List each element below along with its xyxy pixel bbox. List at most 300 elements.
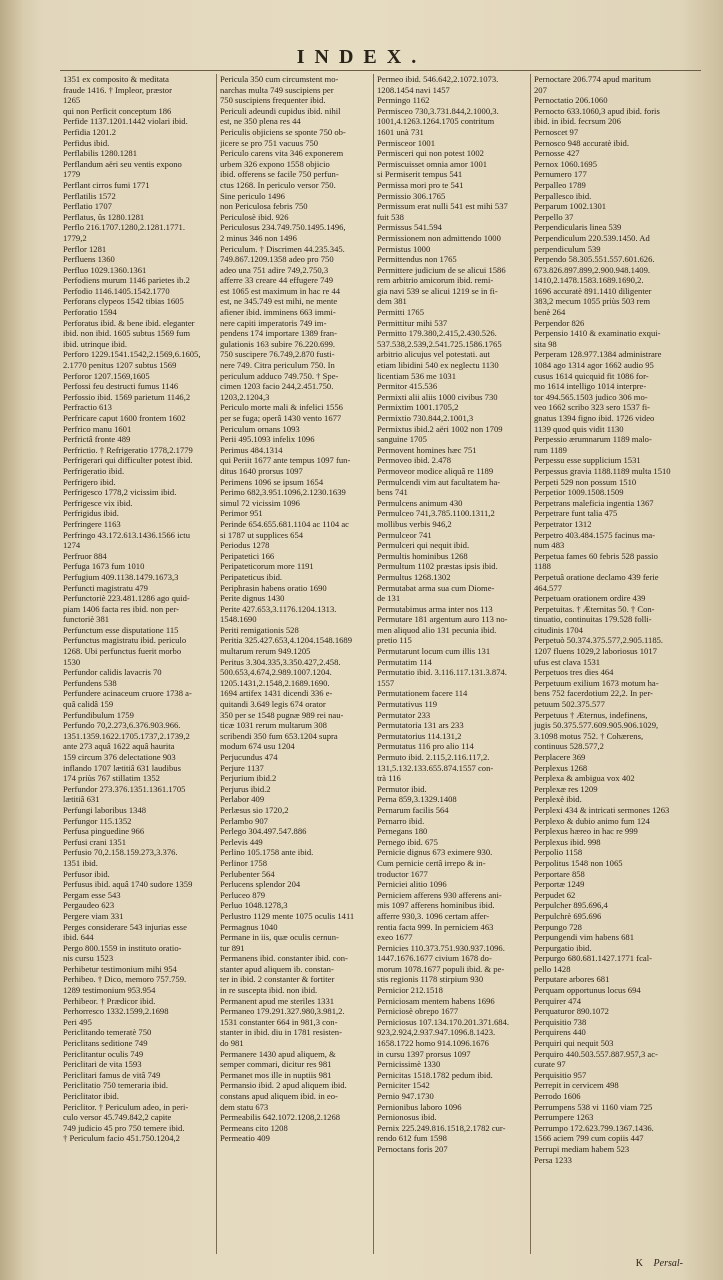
index-entry: 1531 constanter 664 in 981,3 con- bbox=[220, 1016, 338, 1027]
index-entry: Permutatoria 131 ars 233 bbox=[377, 720, 464, 731]
index-entry: 2 minus 346 non 1496 bbox=[220, 232, 297, 243]
index-entry: Pernosco 948 accuratè ibid. bbox=[534, 137, 629, 148]
index-entry: Periodus 1278 bbox=[220, 540, 270, 551]
index-entry: Periclitari famus de vitâ 749 bbox=[63, 1069, 161, 1080]
index-entry: Permutativus 119 bbox=[377, 699, 438, 710]
index-entry: Permanet mos ille in nuptiis 981 bbox=[220, 1069, 332, 1080]
index-entry: Perquirer 474 bbox=[534, 995, 582, 1006]
index-entry: Perflo 216.1707.1280,2.1281.1771. bbox=[63, 222, 185, 233]
index-entry: tur 891 bbox=[220, 942, 245, 953]
index-entry: gia navi 539 se alicui 1219 se in fi- bbox=[377, 285, 498, 296]
index-entry: Permaneo 179.291.327.980,3.981,2. bbox=[220, 1006, 345, 1017]
index-entry: Perflatio 1707 bbox=[63, 201, 112, 212]
index-entry: Perplexè ibid. bbox=[534, 794, 582, 805]
index-entry: 1696 accuratè 891.1410 diligenter bbox=[534, 285, 652, 296]
index-entry: Perfunctus magistratu ibid. periculo bbox=[63, 635, 187, 646]
index-entry: Perlinor 1758 bbox=[220, 857, 268, 868]
index-entry: 2.1770 penitus 1207 subtus 1569 bbox=[63, 360, 177, 371]
index-entry: Permutatorius 114.131,2 bbox=[377, 730, 462, 741]
index-entry: Perhorresco 1332.1599,2.1698 bbox=[63, 1006, 169, 1017]
index-entry: qui non Perficit conceptum 186 bbox=[63, 105, 172, 116]
index-entry: 500.653,4.674,2.989.1007.1204. bbox=[220, 667, 332, 678]
index-entry: Perplexus ibid. 998 bbox=[534, 836, 601, 847]
index-entry: ibid. offerens se facile 750 perfun- bbox=[220, 169, 339, 180]
index-entry: Permissa mori pro te 541 bbox=[377, 179, 464, 190]
index-entry: Permutabimus arma inter nos 113 bbox=[377, 603, 493, 614]
index-entry: Perna 859,3.1329.1408 bbox=[377, 794, 457, 805]
index-entry: citudinis 1704 bbox=[534, 624, 583, 635]
index-entry: Pernoscet 97 bbox=[534, 126, 579, 137]
index-entry: Perforatio 1594 bbox=[63, 307, 117, 318]
index-entry: troductor 1677 bbox=[377, 868, 428, 879]
index-entry: jicere se pro 751 vacuus 750 bbox=[220, 137, 319, 148]
index-entry: 1658.1722 homo 914.1096.1676 bbox=[377, 1038, 489, 1049]
index-entry: 1351.1359.1622.1705.1737,2.1739,2 bbox=[63, 730, 190, 741]
index-entry: Perfrigeratio ibid. bbox=[63, 465, 125, 476]
index-entry: Periculosè ibid. 926 bbox=[220, 211, 289, 222]
index-entry: Perpurgo 680.681.1427.1771 fcal- bbox=[534, 953, 652, 964]
index-entry: Perfluo 1029.1360.1361 bbox=[63, 264, 147, 275]
index-entry: Periclitans seditione 749 bbox=[63, 1038, 148, 1049]
index-entry: Perfidus ibid. bbox=[63, 137, 110, 148]
index-entry: Perniciosus 107.134.170.201.371.684. bbox=[377, 1016, 510, 1027]
binding-shadow bbox=[0, 0, 22, 1280]
index-entry: Pernosse 427 bbox=[534, 148, 580, 159]
index-entry: narchas multa 749 suscipiens per bbox=[220, 84, 334, 95]
index-entry: Perhibeor. † Prædicor ibid. bbox=[63, 995, 156, 1006]
index-entry: Perite dignus 1430 bbox=[220, 593, 285, 604]
index-entry: Pernicior 212.1518 bbox=[377, 985, 443, 996]
index-entry: Permuto ibid. 2.115,2.116.117,2. bbox=[377, 752, 490, 762]
index-entry: Pernox 1060.1695 bbox=[534, 158, 598, 169]
index-entry: Pernoctare 206.774 apud maritum bbox=[534, 74, 651, 84]
index-entry: mo 1614 intelligo 1014 interpre- bbox=[534, 381, 647, 392]
index-entry: Perluo 1048.1278,3 bbox=[220, 900, 288, 911]
index-entry: stanter apud aliquem ib. constan- bbox=[220, 963, 334, 974]
index-entry: Perpeti 529 non possum 1510 bbox=[534, 476, 637, 487]
index-entry: 1207 fluens 1029,2 laboriosus 1017 bbox=[534, 646, 657, 657]
index-entry: trà 116 bbox=[377, 773, 401, 784]
index-entry: Pergam esse 543 bbox=[63, 889, 121, 900]
index-entry: Permultum 1102 præstas ipsis ibid. bbox=[377, 561, 498, 572]
index-entry: Perniciei alitio 1096 bbox=[377, 879, 447, 890]
index-entry: Permeabilis 642.1072.1208,2.1268 bbox=[220, 1112, 341, 1123]
index-entry: Pernegans 180 bbox=[377, 826, 428, 837]
index-entry: Permulceor 741 bbox=[377, 529, 432, 540]
index-entry: Permane in iis, quæ oculis cernun- bbox=[220, 932, 339, 943]
index-entry: Perlambo 907 bbox=[220, 815, 268, 826]
index-entry: Periclitari de vita 1593 bbox=[63, 1059, 142, 1070]
index-entry: Perfrigesco 1778,2 vicissim ibid. bbox=[63, 487, 177, 498]
index-entry: Periculo morte mali & infelici 1556 bbox=[220, 402, 343, 413]
index-entry: 464.577 bbox=[534, 582, 562, 593]
index-entry: Perhibetur testimonium mihi 954 bbox=[63, 963, 177, 974]
index-entry: Pernumero 177 bbox=[534, 169, 587, 180]
index-entry: Periculis objiciens se sponte 750 ob- bbox=[220, 126, 346, 137]
index-entry: do 981 bbox=[220, 1038, 244, 1049]
index-entry: Perpolitus 1548 non 1065 bbox=[534, 857, 623, 868]
index-entry: num 483 bbox=[534, 540, 565, 551]
index-entry: Perquam opportunus locus 694 bbox=[534, 985, 641, 996]
index-entry: si Permiserit tempus 541 bbox=[377, 169, 463, 180]
index-entry: Perfundo 70,2.273,6.376.903.966. bbox=[63, 720, 181, 731]
index-entry: Perplexo & dubio animo fum 124 bbox=[534, 815, 650, 826]
index-entry: Perpetuum exilium 1673 motum ha- bbox=[534, 677, 659, 688]
index-entry: est 1065 est maximum in hac re 44 bbox=[220, 285, 341, 296]
index-column-3 bbox=[374, 74, 531, 1254]
index-entry: Perfodio 1146.1405.1542.1770 bbox=[63, 285, 170, 296]
index-entry: Perlæsus sio 1720,2 bbox=[220, 804, 289, 815]
index-entry: Permoveo ibid. 2.478 bbox=[377, 455, 451, 466]
index-entry: Perfodiens murum 1146 parietes ib.2 bbox=[63, 275, 190, 286]
index-entry: Perjurus ibid.2 bbox=[220, 783, 271, 794]
index-entry: continuus 528.577,2 bbox=[534, 741, 604, 752]
index-entry: Perpessu esse supplicium 1531 bbox=[534, 455, 641, 466]
index-entry: Pernarro ibid. bbox=[377, 815, 425, 826]
index-entry: 1557 bbox=[377, 677, 395, 688]
index-entry: Perfusi crani 1351 bbox=[63, 836, 127, 847]
index-entry: 749 judicio 45 pro 750 temere ibid. bbox=[63, 1122, 185, 1133]
index-entry: Pernio 947.1730 bbox=[377, 1091, 434, 1101]
index-column-4 bbox=[531, 74, 705, 1254]
index-entry: Pernego ibid. 675 bbox=[377, 836, 438, 847]
index-entry: Permixtus ibid.2 aëri 1002 non 1709 bbox=[377, 423, 503, 434]
index-entry: gulationis 163 subire 76.220.699. bbox=[220, 338, 336, 349]
index-entry: Permutor ibid. bbox=[377, 783, 427, 794]
index-entry: est, ne 350 plena res 44 bbox=[220, 116, 301, 127]
index-entry: Permovent homines hæc 751 bbox=[377, 444, 477, 455]
index-entry: Perrupi mediam habem 523 bbox=[534, 1143, 630, 1154]
index-entry: tinuatio, continuitas 179.528 folli- bbox=[534, 614, 652, 625]
index-entry: urbem 326 expono 1558 objicio bbox=[220, 158, 330, 169]
index-entry: mollibus verbis 946,2 bbox=[377, 518, 452, 529]
index-entry: Permittitur mihi 537 bbox=[377, 317, 448, 328]
index-entry: stanter in ibid. diu in 1781 resisten- bbox=[220, 1027, 342, 1038]
index-entry: Pernocto 633.1060,3 apud ibid. foris bbox=[534, 105, 660, 116]
index-entry: simul 72 vicissim 1096 bbox=[220, 497, 300, 508]
index-entry: Perplexus 1268 bbox=[534, 762, 588, 773]
index-entry: constans apud aliquem ibid. in eo- bbox=[220, 1091, 338, 1101]
index-entry: Perpendicularis linea 539 bbox=[534, 222, 622, 233]
index-entry: Perquisitio 738 bbox=[534, 1016, 587, 1027]
index-entry: Permutabat arma sua cum Diome- bbox=[377, 582, 495, 593]
index-entry: Cum pernicie certâ irrepo & in- bbox=[377, 857, 486, 868]
index-entry: Perforo 1229.1541.1542,2.1569,6.1605, bbox=[63, 349, 201, 360]
index-entry: Perniciem afferens 930 afferens ani- bbox=[377, 889, 502, 900]
index-entry: Perforans clypeos 1542 tibias 1605 bbox=[63, 296, 184, 307]
index-entry: Perfidia 1201.2 bbox=[63, 126, 116, 137]
index-entry: Perimens 1096 se ipsum 1654 bbox=[220, 476, 324, 487]
index-entry: morum 1078.1677 populi ibid. & pe- bbox=[377, 963, 505, 974]
index-entry: Perfossi feu destructi fumus 1146 bbox=[63, 381, 179, 392]
index-entry: Perfricare caput 1600 frontem 1602 bbox=[63, 413, 186, 423]
index-entry: pretio 115 bbox=[377, 635, 412, 646]
index-entry: 1084 ago 1314 agor 1662 audio 95 bbox=[534, 360, 654, 371]
index-entry: fraude 1416. † Impleor, præstor bbox=[63, 84, 172, 95]
index-entry: 383,2 mecum 1055 priùs 503 rem bbox=[534, 296, 650, 307]
index-entry: sita 98 bbox=[534, 338, 557, 349]
index-entry: Perfundibulum 1759 bbox=[63, 709, 134, 720]
index-entry: Perquirens 440 bbox=[534, 1027, 586, 1038]
index-entry: in re suscepta ibid. non ibid. bbox=[220, 985, 318, 996]
catchword: Persal- bbox=[653, 1258, 683, 1269]
index-entry: Peripatetici 166 bbox=[220, 550, 275, 561]
index-entry: 207 bbox=[534, 84, 547, 95]
index-entry: men aliquod alio 131 pecunia ibid. bbox=[377, 624, 497, 635]
index-entry: 1268. Ubi perfunctus fuerit morbo bbox=[63, 646, 182, 657]
index-entry: afferre 930,3. 1096 certam affer- bbox=[377, 910, 490, 921]
index-entry: Perfusus ibid. aquâ 1740 sudore 1359 bbox=[63, 879, 193, 890]
index-entry: Perfundens 538 bbox=[63, 677, 117, 688]
index-entry: Perpensio 1410 & examinatio exqui- bbox=[534, 328, 661, 339]
index-entry: 1289 testimonium 953.954 bbox=[63, 985, 156, 996]
index-entry: Perforatus ibid. & bene ibid. eleganter bbox=[63, 317, 195, 328]
index-entry: Periti remigationis 528 bbox=[220, 624, 299, 635]
index-entry: Perfunctoriè 223.481.1286 ago quid- bbox=[63, 593, 190, 604]
index-entry: cusus 1614 quicquid fit 1086 for- bbox=[534, 370, 649, 381]
index-entry: Permiscuisset omnia amor 1001 bbox=[377, 158, 488, 169]
index-entry: nere capiti imperatoris 749 im- bbox=[220, 317, 327, 328]
header-rule bbox=[60, 70, 701, 71]
index-entry: ante 273 aquâ 1622 aquâ haurita bbox=[63, 741, 175, 752]
index-entry: Periclitatio 750 temeraria ibid. bbox=[63, 1080, 169, 1091]
index-columns bbox=[60, 74, 705, 1254]
index-entry: ufus est clava 1531 bbox=[534, 656, 601, 667]
index-entry: Periculum. † Discrimen 44.235.345. bbox=[220, 243, 345, 254]
index-entry: Perfluens 1360 bbox=[63, 254, 115, 265]
index-entry: adeo una 751 adire 749,2.750,3 bbox=[220, 264, 329, 275]
index-entry: Perflant cirros fumi 1771 bbox=[63, 179, 150, 190]
index-entry: Perfusa pinguedine 966 bbox=[63, 826, 145, 837]
index-entry: Perpetuitas. † Æternitas 50. † Con- bbox=[534, 603, 655, 614]
index-entry: Permitto 179.380,2.415,2.430.526. bbox=[377, 328, 497, 339]
index-entry: Permittendus non 1765 bbox=[377, 254, 457, 265]
index-entry: Permutarunt locum cum illis 131 bbox=[377, 646, 491, 657]
index-entry: Perfide 1137.1201.1442 violari ibid. bbox=[63, 116, 188, 127]
index-entry: Perrumpens 538 vi 1160 viam 725 bbox=[534, 1101, 653, 1112]
index-entry: dem statu 673 bbox=[220, 1101, 269, 1112]
index-entry: Perrumpere 1263 bbox=[534, 1112, 594, 1123]
index-entry: Perlevis 449 bbox=[220, 836, 263, 847]
index-entry: Permultus 1268.1302 bbox=[377, 571, 451, 582]
index-entry: Perrodo 1606 bbox=[534, 1091, 581, 1101]
index-entry: Perpudet 62 bbox=[534, 889, 576, 900]
index-entry: Perplexæ res 1209 bbox=[534, 783, 598, 794]
index-entry: Permanere 1430 apud aliquem, & bbox=[220, 1048, 336, 1059]
index-entry: ter in ibid. 2 constanter & fortiter bbox=[220, 974, 335, 985]
index-entry: 673.826.897.899,2.900.948.1409. bbox=[534, 264, 651, 275]
index-column-2 bbox=[217, 74, 374, 1254]
index-entry: Permulcendi vim aut facultatem ha- bbox=[377, 476, 501, 487]
index-entry: Permoveor modice aliquâ re 1189 bbox=[377, 465, 494, 476]
index-entry: jugis 50.375.577.609.905.906.1029, bbox=[534, 720, 659, 731]
index-entry: Pergere viam 331 bbox=[63, 910, 124, 921]
index-entry: Sine periculo 1496 bbox=[220, 190, 285, 201]
index-entry: Perfundere acinaceum cruore 1738 a- bbox=[63, 688, 192, 699]
index-entry: Perhibeo. † Dico, memoro 757.759. bbox=[63, 974, 187, 985]
index-entry: 750 suscipiens frequenter ibid. bbox=[220, 95, 326, 106]
index-entry: pello 1428 bbox=[534, 963, 571, 974]
index-entry: Permixtim 1001.1705,2 bbox=[377, 402, 459, 413]
index-entry: Perfringo 43.172.613.1436.1566 ictu bbox=[63, 529, 190, 540]
index-entry: de 131 bbox=[377, 593, 401, 604]
index-entry: Perfunctum esse disputatione 115 bbox=[63, 624, 179, 635]
index-entry: fuit 538 bbox=[377, 211, 404, 222]
index-entry: bens 741 bbox=[377, 487, 408, 498]
index-entry: Permeo ibid. 546.642,2.1072.1073. bbox=[377, 74, 499, 84]
index-entry: mis 1097 afferens hominibus ibid. bbox=[377, 900, 495, 911]
index-entry: Pernicissimè 1330 bbox=[377, 1059, 441, 1070]
index-entry: 1351 ibid. bbox=[63, 857, 98, 868]
index-entry: modum 674 usu 1204 bbox=[220, 741, 295, 752]
index-entry: Perpetuus † Æternus, indefinens, bbox=[534, 709, 648, 720]
index-entry: Pernarum facilis 564 bbox=[377, 804, 449, 815]
index-entry: Persa 1233 bbox=[534, 1154, 572, 1165]
index-entry: Permittere judicium de se alicui 1586 bbox=[377, 264, 506, 275]
index-entry: 3.1098 motus 752. † Cohærens, bbox=[534, 730, 644, 741]
index-entry: qui Periit 1677 ante tempus 1097 fun- bbox=[220, 455, 351, 466]
index-entry: Periculo carens vita 346 exponerem bbox=[220, 148, 344, 159]
index-entry: Perpendor 826 bbox=[534, 317, 585, 328]
index-entry: Perflatus, ûs 1280.1281 bbox=[63, 211, 145, 222]
index-entry: piam 1406 facta res ibid. non per- bbox=[63, 603, 180, 614]
index-entry: Perimor 951 bbox=[220, 508, 263, 519]
index-entry: Perpetrans maleficia ingentia 1367 bbox=[534, 497, 654, 508]
index-entry: Permissum erat nulli 541 est mihi 537 bbox=[377, 201, 508, 212]
index-entry: Permutatio ibid. 3.116.117.131.3.874. bbox=[377, 667, 507, 678]
index-entry: cimen 1203 facio 244,2.451.750. bbox=[220, 381, 334, 392]
index-entry: 350 per se 1548 pugnæ 989 rei nau- bbox=[220, 709, 344, 720]
index-entry: Periculosus 234.749.750.1495.1496, bbox=[220, 222, 346, 233]
page-title: INDEX. bbox=[296, 46, 427, 68]
index-entry: Permutatim 114 bbox=[377, 656, 432, 667]
index-entry: Perges considerare 543 injurias esse bbox=[63, 921, 187, 932]
index-entry: tor 494.565.1503 judico 306 mo- bbox=[534, 391, 648, 402]
index-entry: Permansio ibid. 2 apud aliquem ibid. bbox=[220, 1080, 347, 1091]
index-entry: gnatus 1394 figno ibid. 1726 video bbox=[534, 413, 655, 423]
index-entry: Perfruor 884 bbox=[63, 550, 107, 561]
index-entry: Periclitando temeratè 750 bbox=[63, 1027, 152, 1038]
index-entry: Perpetuos tres dies 464 bbox=[534, 667, 614, 678]
index-entry: Perpetuam orationem ordire 439 bbox=[534, 593, 646, 604]
index-entry: Permeatio 409 bbox=[220, 1133, 270, 1144]
index-entry: Perplacere 369 bbox=[534, 752, 586, 762]
index-entry: ibid. utrinque ibid. bbox=[63, 338, 127, 349]
index-entry: ibid. 644 bbox=[63, 932, 94, 943]
index-column-1 bbox=[60, 74, 217, 1254]
index-entry: Perrumpo 172.623.799.1367.1436. bbox=[534, 1122, 654, 1133]
index-entry: ibid. in ibid. fecrsum 206 bbox=[534, 116, 621, 127]
index-entry: nis cursu 1523 bbox=[63, 953, 114, 964]
index-entry: arbitrio alicujus vel potestati. aut bbox=[377, 349, 490, 360]
index-entry: Perpungo 728 bbox=[534, 921, 582, 932]
index-entry: Permutator 233 bbox=[377, 709, 431, 720]
index-entry: Perquiri qui nequit 503 bbox=[534, 1038, 614, 1049]
index-entry: 750 suscipere 76.749,2.870 fusti- bbox=[220, 349, 335, 360]
index-entry: Perii 495.1093 infelix 1096 bbox=[220, 434, 315, 445]
index-entry: Pernicitas 1518.1782 pedum ibid. bbox=[377, 1069, 493, 1080]
index-entry: quitandi 3.649 legis 674 orator bbox=[220, 699, 326, 710]
index-entry: quâ calidâ 159 bbox=[63, 699, 114, 710]
index-entry: etiam libidini 540 ex neglectu 1130 bbox=[377, 360, 499, 371]
index-entry: Perfractio 613 bbox=[63, 402, 112, 413]
index-entry: 1530 bbox=[63, 656, 81, 667]
index-entry: Perfrictio. † Refrigeratio 1778,2.1779 bbox=[63, 444, 193, 455]
index-entry: Perplexi 434 & intricati sermones 1263 bbox=[534, 804, 670, 815]
index-entry: Peritus 3.304.335,3.350.427,2.458. bbox=[220, 656, 341, 667]
index-entry: culo versor 45.749.842,2 capite bbox=[63, 1112, 172, 1123]
index-entry: licentiam 536 me 1031 bbox=[377, 370, 456, 381]
index-entry: Perplexa & ambigua vox 402 bbox=[534, 773, 635, 784]
index-entry: 1779,2 bbox=[63, 232, 87, 243]
index-entry: ibid. non ibid. 1605 subtus 1569 fum bbox=[63, 328, 191, 339]
index-entry: † Periculum facio 451.750.1204,2 bbox=[63, 1133, 180, 1144]
index-entry: ctus 1268. In periculo versor 750. bbox=[220, 179, 336, 190]
index-entry: 131,5.132.133.655.874.1557 con- bbox=[377, 762, 494, 773]
index-entry: Periculum ornans 1093 bbox=[220, 423, 300, 434]
index-entry: 159 circum 376 delectatione 903 bbox=[63, 752, 176, 762]
index-entry: Perniciter 1542 bbox=[377, 1080, 430, 1091]
index-entry: veo 1662 scribo 323 sero 1537 fi- bbox=[534, 402, 650, 413]
index-entry: Perpendo 58.305.551.557.601.626. bbox=[534, 254, 655, 265]
index-entry: in cursu 1397 prorsus 1097 bbox=[377, 1048, 471, 1059]
index-entry: Perfringere 1163 bbox=[63, 518, 121, 529]
index-entry: Perflor 1281 bbox=[63, 243, 107, 254]
index-entry: Permulceo 741,3.785.1100.1311,2 bbox=[377, 508, 495, 519]
index-entry: Perpessus gravia 1188.1189 multa 1510 bbox=[534, 465, 671, 476]
index-entry: ditus 1640 prorsus 1097 bbox=[220, 465, 303, 476]
index-entry: functoriè 381 bbox=[63, 614, 110, 625]
index-entry: Perfuncti magistratu 479 bbox=[63, 582, 148, 593]
index-entry: Perluceo 879 bbox=[220, 889, 266, 900]
index-entry: 1274 bbox=[63, 540, 81, 551]
index-entry: Perfuga 1673 fum 1010 bbox=[63, 561, 145, 572]
index-entry: 1779 bbox=[63, 169, 81, 180]
index-entry: 1548.1690 bbox=[220, 614, 257, 625]
index-entry: rem arbitrio amicorum ibid. remi- bbox=[377, 275, 494, 286]
index-entry: Perpalleo 1789 bbox=[534, 179, 586, 190]
index-entry: afiener ibid. imminens 663 immi- bbox=[220, 307, 336, 318]
index-entry: 1410,2.1478.1583.1689.1690,2. bbox=[534, 275, 644, 286]
index-entry: Perpungendi vim habens 681 bbox=[534, 932, 635, 943]
index-entry: Perputare arbores 681 bbox=[534, 974, 610, 985]
index-entry: per se fuga; operâ 1430 vento 1677 bbox=[220, 413, 342, 423]
index-entry: Perpetuò 50.374.375.577,2.905.1185. bbox=[534, 635, 664, 646]
index-entry: 1205.1431,2.1548,2.1689.1690. bbox=[220, 677, 330, 688]
index-entry: ticæ 1031 rerum multarum 308 bbox=[220, 720, 327, 731]
index-entry: Periclitantur oculis 749 bbox=[63, 1048, 144, 1059]
index-entry: 1203,2.1204,3 bbox=[220, 391, 270, 402]
index-entry: 1694 artifex 1431 dicendi 336 e- bbox=[220, 688, 333, 699]
index-entry: Perpetrare funt talia 475 bbox=[534, 508, 618, 519]
index-entry: Perquisitio 957 bbox=[534, 1069, 587, 1080]
index-entry: Peripateticus ibid. bbox=[220, 571, 283, 582]
index-entry: Pernionibus laboro 1096 bbox=[377, 1101, 462, 1112]
index-entry: Perfusio 70,2.158.159.273,3.376. bbox=[63, 847, 178, 858]
index-entry: 749.867.1209.1358 adeo pro 750 bbox=[220, 254, 334, 265]
index-entry: Perfundor calidis lavacris 70 bbox=[63, 667, 162, 678]
index-entry: Peri 495 bbox=[63, 1016, 92, 1027]
index-entry: Permitor 415.536 bbox=[377, 381, 438, 392]
index-entry: Permisceri qui non potest 1002 bbox=[377, 148, 484, 159]
index-entry: stis regionis 1178 stirpium 930 bbox=[377, 974, 484, 985]
index-entry: rum 1189 bbox=[534, 444, 567, 455]
index-entry: Perinde 654.655.681.1104 ac 1104 ac bbox=[220, 518, 349, 529]
index-entry: Perfrigerari qui difficulter potest ibid. bbox=[63, 455, 193, 466]
index-entry: Perpessio ærumnarum 1189 malo- bbox=[534, 434, 652, 445]
index-entry: Permanens ibid. constanter ibid. con- bbox=[220, 953, 348, 964]
index-entry: Permulcens animum 430 bbox=[377, 497, 463, 508]
